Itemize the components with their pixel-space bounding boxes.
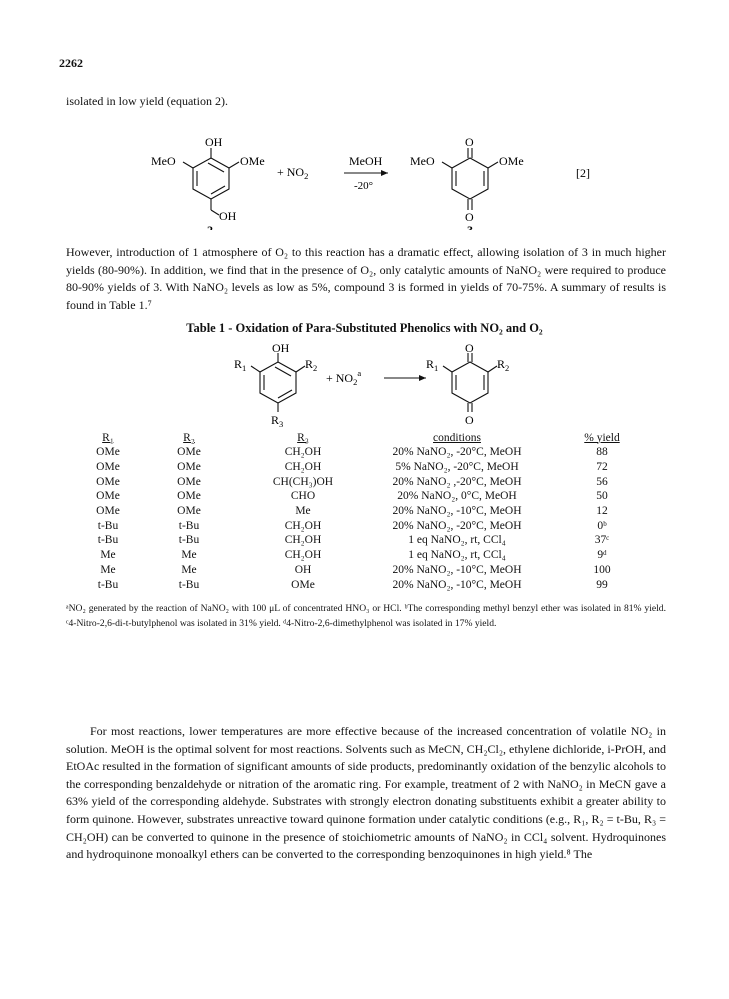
- reactant-bottom-group: OH: [219, 209, 237, 223]
- cell-r2: t-Bu: [178, 534, 200, 547]
- scheme-reagent-sub: 2: [353, 377, 358, 387]
- reactant-left-group: MeO: [151, 154, 176, 168]
- cell-r2: OMe: [177, 490, 201, 503]
- svg-text:R2: [305, 357, 317, 373]
- table-row: [82, 474, 652, 489]
- cell-r1: OMe: [96, 461, 120, 474]
- cell-conditions: 20% NaNO₂, -10°C, MeOH: [392, 505, 522, 518]
- intro-text: isolated in low yield (equation 2).: [66, 94, 228, 108]
- cell-r3: OH: [294, 563, 312, 576]
- cell-yield: 100: [593, 563, 611, 576]
- cell-conditions: 20% NaNO₂, -20°C, MeOH: [392, 519, 522, 532]
- svg-text:R1: [234, 357, 246, 373]
- table-row: [82, 563, 652, 578]
- equation-number: [2]: [576, 166, 590, 180]
- scheme-product-bottom-group: O: [465, 413, 474, 427]
- cell-r3: OMe: [291, 578, 315, 591]
- svg-text:R3: [271, 413, 283, 429]
- cell-conditions: 20% NaNO₂, -10°C, MeOH: [392, 563, 522, 576]
- equation-2-drawing: [0, 128, 729, 230]
- compound-number-3: 3: [467, 223, 473, 230]
- cell-conditions: 20% NaNO₂, 0°C, MeOH: [397, 490, 517, 503]
- scheme-reactant-top-group: OH: [272, 344, 290, 355]
- cell-yield: 9ᵈ: [597, 549, 607, 562]
- scheme-reactant-left-group: R: [234, 357, 243, 371]
- reagent-no2-sub: 2: [304, 171, 309, 181]
- cell-yield: 50: [596, 490, 608, 503]
- header-r3: R₃: [297, 431, 309, 444]
- product-left-group: MeO: [410, 154, 435, 168]
- cell-r1: Me: [100, 549, 116, 562]
- table-row: [82, 577, 652, 592]
- cell-conditions: 20% NaNO₂, -10°C, MeOH: [392, 578, 522, 591]
- paragraph-2: For most reactions, lower temperatures are more effective because of the increased concentration of volatile NO₂ in solution. MeOH is the optimal solvent for most reactions. Solvents such as MeCN, CH₂Cl₂, ethylene dichloride, i-PrOH, and EtOAc resulted in the formation of significant amounts of side products, predominantly oxidation of the benzylic alcohols to the corresponding benzaldehyde or nitration of the aromatic ring. For example, treatment of 2 with NaNO₂ in MeCN gave a 63% yield of the corresponding aldehyde. Substrates with strongly electron donating substituents exhibit a greater ability to form quinone. However, substrates unreactive toward quinone formation under catalytic conditions (e.g., R₁, R₂ = t-Bu, R₃ = CH₂OH) can be converted to quinone in the presence of stoichiometric amounts of NaNO₂ in CCl₄ solvent. Hydroquinones and hydroquinone monoalkyl ethers can be converted to the corresponding benzoquinones in high yield.⁸ The: [66, 724, 666, 862]
- cell-r1: t-Bu: [97, 534, 119, 547]
- scheme-reagent: + NO: [326, 371, 354, 385]
- general-scheme-drawing: [0, 344, 729, 432]
- results-table: [82, 430, 652, 592]
- reagent-no2: + NO: [277, 165, 305, 179]
- cell-r2: t-Bu: [178, 519, 200, 532]
- product-top-group: O: [465, 135, 474, 149]
- scheme-reactant-bottom-sub: 3: [279, 419, 284, 429]
- scheme-reactant-right-sub: 2: [313, 363, 318, 373]
- scheme-product-right-group: R: [497, 357, 506, 371]
- scheme-reactant-bottom-group: R: [271, 413, 280, 427]
- table-row: [82, 489, 652, 504]
- cell-r2: Me: [181, 563, 197, 576]
- cell-r3: CH₂OH: [284, 519, 322, 532]
- header-r2: R₂: [183, 431, 195, 444]
- cell-r1: OMe: [96, 446, 120, 459]
- cell-r1: OMe: [96, 505, 120, 518]
- table-row: [82, 518, 652, 533]
- cell-yield: 72: [596, 461, 608, 474]
- cell-r2: Me: [181, 549, 197, 562]
- svg-text:R1: [426, 357, 438, 373]
- cell-r1: OMe: [96, 475, 120, 488]
- cell-yield: 99: [596, 578, 608, 591]
- table-header-row: [82, 430, 652, 445]
- reactant-top-group: OH: [205, 135, 223, 149]
- page-number: 2262: [59, 56, 83, 70]
- scheme-product-left-group: R: [426, 357, 435, 371]
- cell-r2: OMe: [177, 475, 201, 488]
- cell-r2: t-Bu: [178, 578, 200, 591]
- product-right-group: OMe: [499, 154, 524, 168]
- cell-r2: OMe: [177, 505, 201, 518]
- equation-2: [0, 128, 729, 230]
- cell-yield: 12: [596, 505, 608, 518]
- scheme-arrowhead: [419, 375, 426, 381]
- svg-text:R2: [497, 357, 509, 373]
- scheme-product-right-sub: 2: [505, 363, 510, 373]
- solvent-label: MeOH: [349, 154, 383, 168]
- cell-yield: 56: [596, 475, 608, 488]
- cell-r3: CH₂OH: [284, 446, 322, 459]
- reaction-arrowhead: [381, 170, 388, 176]
- cell-r2: OMe: [177, 446, 201, 459]
- cell-conditions: 20% NaNO₂ ,-20°C, MeOH: [392, 475, 522, 488]
- cell-r3: Me: [295, 505, 311, 518]
- cell-conditions: 1 eq NaNO₂, rt, CCl₄: [408, 549, 506, 562]
- header-r1: R₁: [102, 431, 114, 444]
- table-row: [82, 460, 652, 475]
- cell-r2: OMe: [177, 461, 201, 474]
- cell-r3: CH₂OH: [284, 549, 322, 562]
- table-footnotes: ᵃNO₂ generated by the reaction of NaNO₂ with 100 μL of concentrated HNO₃ or HCl. ᵇThe corresponding methyl benzyl ether was isolated in 81% yield. ᶜ4-Nitro-2,6-di-t-butylphenol was isolated in 31% yield. ᵈ4-Nitro-2,6-dimethylphenol was isolated in 17% yield.: [66, 603, 666, 629]
- general-scheme: [0, 344, 729, 432]
- table-row: [82, 548, 652, 563]
- cell-conditions: 1 eq NaNO₂, rt, CCl₄: [408, 534, 506, 547]
- table-row: [82, 445, 652, 460]
- scheme-reactant-right-group: R: [305, 357, 314, 371]
- scheme-reagent-sup: a: [357, 368, 362, 378]
- scheme-product-left-sub: 1: [434, 363, 439, 373]
- reactant-right-group: OMe: [240, 154, 265, 168]
- svg-text:+ NO2: [277, 165, 308, 181]
- cell-conditions: 5% NaNO₂, -20°C, MeOH: [395, 461, 519, 474]
- table-row: [82, 533, 652, 548]
- cell-r3: CH₂OH: [284, 461, 322, 474]
- temperature-label: -20°: [354, 180, 374, 192]
- cell-r1: t-Bu: [97, 578, 119, 591]
- cell-r3: CHO: [290, 490, 316, 503]
- scheme-product-top-group: O: [465, 344, 474, 355]
- cell-conditions: 20% NaNO₂, -20°C, MeOH: [392, 446, 522, 459]
- cell-r3: CH₂OH: [284, 534, 322, 547]
- cell-r1: Me: [100, 563, 116, 576]
- header-yield: % yield: [584, 431, 620, 444]
- cell-r1: OMe: [96, 490, 120, 503]
- header-conditions: conditions: [433, 431, 481, 444]
- cell-yield: 37ᶜ: [594, 534, 610, 547]
- cell-r1: t-Bu: [97, 519, 119, 532]
- compound-number-2: 2: [207, 223, 213, 230]
- product-bottom-group: O: [465, 210, 474, 224]
- scheme-reactant-left-sub: 1: [242, 363, 247, 373]
- cell-yield: 0ᵇ: [597, 519, 607, 532]
- svg-text:+ NO2a: [326, 368, 361, 387]
- table-caption: Table 1 - Oxidation of Para-Substituted Phenolics with NO₂ and O₂: [186, 321, 543, 335]
- cell-r3: CH(CH₃)OH: [272, 475, 334, 488]
- table-row: [82, 504, 652, 519]
- paragraph-1: However, introduction of 1 atmosphere of O₂ to this reaction has a dramatic effect, allowing isolation of 3 in much higher yields (80-90%). In addition, we find that in the presence of O₂, only catalytic amounts of NaNO₂ were required to produce 80-90% yields of 3. With NaNO₂ levels as low as 5%, compound 3 is formed in yields of 70-75%. A summary of results is found in Table 1.⁷: [66, 245, 666, 312]
- cell-yield: 88: [596, 446, 608, 459]
